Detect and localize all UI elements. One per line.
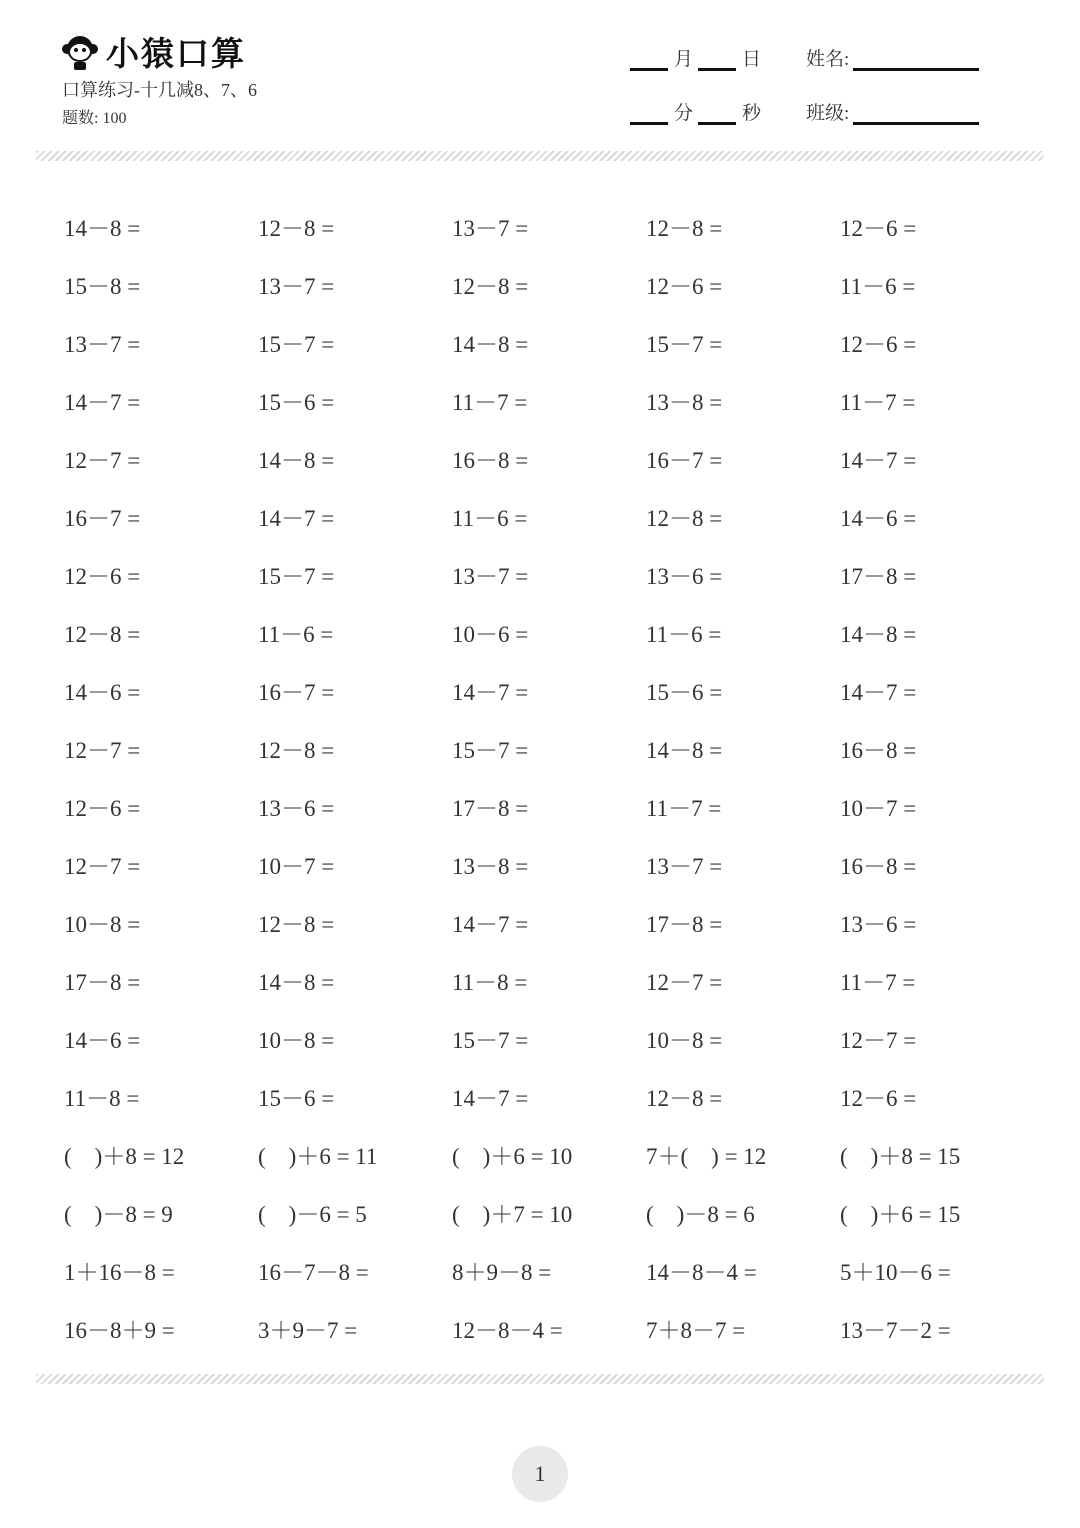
problem-item: 11－6 = [840,273,916,299]
problem-item: 13－7 = [258,273,335,299]
worksheet-subtitle: 口算练习-十几减8、7、6 [62,80,257,100]
problem-count-label: 题数: [62,110,99,127]
problem-item: ( )－8 = 9 [64,1201,173,1227]
problem-item: 12－8 = [452,273,529,299]
problem-item: 13－6 = [840,911,917,937]
page-number: 1 [512,1446,568,1502]
problem-item: 13－8 = [646,389,723,415]
problem-item: 14－8 = [646,737,723,763]
problem-count [62,105,126,128]
problem-item: 13－7 = [64,331,141,357]
problem-row [64,1299,1044,1357]
problem-item: 12－7 = [840,1027,917,1053]
second-unit: 秒 [742,103,762,124]
problem-row [64,893,1044,951]
problem-item: 13－8 = [452,853,529,879]
problem-item: ( )＋8 = 12 [64,1143,185,1169]
problem-item: ( )＋6 = 15 [840,1201,961,1227]
problem-item: 11－6 = [646,621,722,647]
problem-item: 14－7 = [64,389,141,415]
class-field[interactable] [853,102,979,125]
problem-item: 7＋8－7 = [646,1317,746,1343]
problem-row [64,1125,1044,1183]
problem-item: ( )＋7 = 10 [452,1201,573,1227]
problem-item: 13－7 = [452,563,529,589]
problem-item: 15－6 = [258,389,335,415]
problem-item: 15－6 = [646,679,723,705]
name-label: 姓名: [806,49,850,70]
problem-item: 10－8 = [258,1027,335,1053]
problem-item: 13－7－2 = [840,1317,951,1343]
problem-item: 12－6 = [840,215,917,241]
problem-item: 15－6 = [258,1085,335,1111]
problem-row [64,1067,1044,1125]
problem-item: 17－8 = [840,563,917,589]
problem-item: 13－7 = [452,215,529,241]
problem-item: 16－7 = [258,679,335,705]
problem-row [64,951,1044,1009]
problem-item: 14－6 = [64,1027,141,1053]
problem-item: ( )＋6 = 11 [258,1143,378,1169]
problem-item: 16－8＋9 = [64,1317,175,1343]
problem-item: 10－7 = [840,795,917,821]
problem-item: 8＋9－8 = [452,1259,552,1285]
problem-item: 15－7 = [258,563,335,589]
problem-item: 14－8 = [840,621,917,647]
problem-grid [64,197,1044,1357]
problem-row [64,719,1044,777]
monkey-icon [60,32,100,72]
problem-item: ( )＋8 = 15 [840,1143,961,1169]
problem-item: 12－6 = [840,1085,917,1111]
problem-item: 12－8－4 = [452,1317,563,1343]
day-blank[interactable] [698,48,736,71]
worksheet-header [0,0,1080,150]
problem-row [64,487,1044,545]
problem-item: 14－7 = [452,911,529,937]
problem-item: 13－7 = [646,853,723,879]
brand-name: 小猿口算 [106,34,246,73]
problem-item: 14－7 = [840,679,917,705]
problem-count-value: 100 [102,110,127,127]
problem-row [64,777,1044,835]
problem-item: 15－7 = [646,331,723,357]
problem-row [64,429,1044,487]
top-divider [36,151,1044,161]
problem-item: 12－7 = [64,853,141,879]
time-row [630,98,979,125]
problem-item: 10－6 = [452,621,529,647]
problem-item: ( )＋6 = 10 [452,1143,573,1169]
problem-item: 17－8 = [64,969,141,995]
problem-row [64,1241,1044,1299]
problem-item: 15－8 = [64,273,141,299]
month-blank[interactable] [630,48,668,71]
problem-row [64,835,1044,893]
problem-item: 14－6 = [840,505,917,531]
month-unit: 月 [674,49,694,70]
problem-row [64,545,1044,603]
problem-item: 16－7－8 = [258,1259,369,1285]
problem-row [64,197,1044,255]
problem-item: 14－6 = [64,679,141,705]
problem-item: 12－8 = [258,737,335,763]
problem-item: ( )－6 = 5 [258,1201,367,1227]
problem-item: 12－7 = [64,447,141,473]
problem-item: 14－7 = [840,447,917,473]
problem-row [64,1009,1044,1067]
problem-item: 14－8 = [64,215,141,241]
problem-item: 17－8 = [646,911,723,937]
day-unit: 日 [742,49,762,70]
problem-item: 3＋9－7 = [258,1317,358,1343]
problem-item: 12－8 = [646,215,723,241]
problem-item: 17－8 = [452,795,529,821]
name-field[interactable] [853,48,979,71]
problem-item: 12－8 = [258,215,335,241]
problem-item: 10－7 = [258,853,335,879]
problem-item: 7＋( ) = 12 [646,1143,767,1169]
class-label: 班级: [806,103,850,124]
problem-item: 16－8 = [840,853,917,879]
problem-item: 12－7 = [64,737,141,763]
problem-item: 12－6 = [64,563,141,589]
problem-item: 11－8 = [64,1085,140,1111]
problem-row [64,313,1044,371]
problem-item: 11－7 = [840,969,916,995]
problem-item: 13－6 = [258,795,335,821]
problem-item: 12－8 = [64,621,141,647]
problem-item: 10－8 = [64,911,141,937]
problem-item: 11－7 = [452,389,528,415]
problem-item: 12－6 = [64,795,141,821]
problem-item: 11－8 = [452,969,528,995]
problem-item: 12－6 = [646,273,723,299]
problem-item: 14－7 = [452,679,529,705]
problem-row [64,255,1044,313]
problem-item: 11－7 = [840,389,916,415]
problem-item: 16－7 = [646,447,723,473]
date-row [630,44,979,71]
problem-item: 14－8 = [452,331,529,357]
problem-item: 12－7 = [646,969,723,995]
problem-item: 11－7 = [646,795,722,821]
problem-item: 16－8 = [840,737,917,763]
problem-item: 1＋16－8 = [64,1259,175,1285]
problem-item: 14－8 = [258,447,335,473]
problem-item: 16－8 = [452,447,529,473]
problem-item: 14－7 = [258,505,335,531]
problem-row [64,371,1044,429]
problem-row [64,661,1044,719]
problem-item: 12－8 = [646,1085,723,1111]
problem-item: 15－7 = [258,331,335,357]
minute-unit: 分 [674,103,694,124]
problem-item: 15－7 = [452,737,529,763]
problem-item: ( )－8 = 6 [646,1201,755,1227]
problem-item: 14－8 = [258,969,335,995]
problem-item: 12－6 = [840,331,917,357]
problem-row [64,603,1044,661]
problem-item: 11－6 = [258,621,334,647]
minute-blank[interactable] [630,102,668,125]
problem-item: 14－7 = [452,1085,529,1111]
problem-item: 10－8 = [646,1027,723,1053]
brand-logo [60,28,246,75]
problem-item: 12－8 = [646,505,723,531]
problem-item: 11－6 = [452,505,528,531]
problem-item: 12－8 = [258,911,335,937]
problem-item: 15－7 = [452,1027,529,1053]
second-blank[interactable] [698,102,736,125]
problem-row [64,1183,1044,1241]
problem-item: 5＋10－6 = [840,1259,951,1285]
bottom-divider [36,1374,1044,1384]
problem-item: 14－8－4 = [646,1259,757,1285]
problem-item: 13－6 = [646,563,723,589]
problem-item: 16－7 = [64,505,141,531]
